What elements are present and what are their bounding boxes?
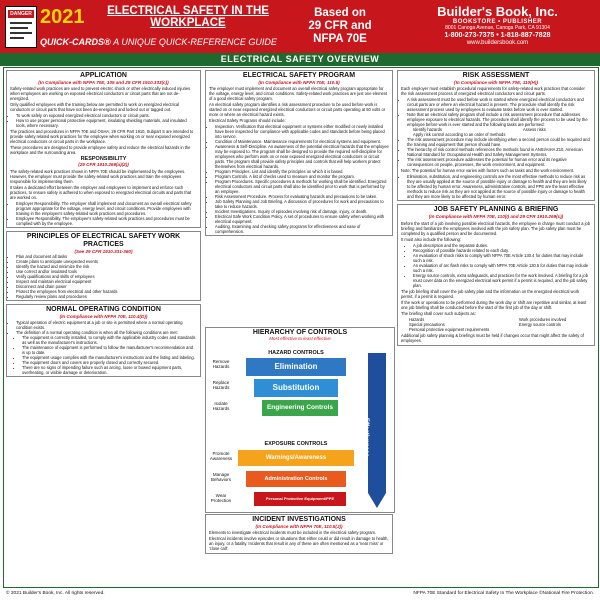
hierarchy-action-label: Isolate Hazards xyxy=(212,401,230,411)
list-item: • Electrical Safe Work Condition Policy. A set of procedures to ensure safety when working with electrical equipment. xyxy=(215,214,389,224)
normal-operating-title: NORMAL OPERATING CONDITION xyxy=(46,306,161,314)
hierarchy-action-label: Remove Hazards xyxy=(212,359,230,369)
list-item: • Verify qualifications and skills of employees xyxy=(16,274,197,279)
list-item: • Disconnect and drain power xyxy=(16,284,197,289)
effectiveness-label: Effectiveness xyxy=(363,418,369,457)
overview-bar: ELECTRICAL SAFETY OVERVIEW xyxy=(0,53,600,66)
list-item: • The maintenance of equipment is performed to follow the manufacturer's recommendation and is up to date. xyxy=(22,345,197,355)
publisher-sub: BOOKSTORE • PUBLISHER xyxy=(452,19,543,25)
publisher-address: 8001 Canoga Avenue, Canoga Park, CA 91304 xyxy=(445,25,550,31)
list-item: • Incident Investigations. Inquiry of episodes involving risk of damage, injury, or death. xyxy=(215,209,389,214)
list-item: • Program Procedures. Specific procedures & methods for working shall be identified. Energized electrical conductors and circuit parts shall also be identified prior to work that is performed by an employee. xyxy=(215,179,389,194)
responsibility-ref: (29 CFR 1910.269(a)(2)) xyxy=(78,162,129,168)
risk-task: Assess risks xyxy=(523,127,546,133)
hierarchy-action-label: Manage Behaviors xyxy=(210,472,231,482)
hierarchy-of-controls xyxy=(205,327,395,513)
hierarchy-level-6: Personal Protective Equipment/PPE xyxy=(254,492,346,506)
hierarchy-action-label: Replace Hazards xyxy=(212,380,230,390)
application-p4: These procedures are designed to provide employee safety and reduce the electrical hazards in the workplace and the surrounding area. xyxy=(10,145,191,156)
briefing-subject: Work procedures involved xyxy=(519,316,567,322)
list-item: • Identify the hazard and minimize the risk xyxy=(16,264,197,269)
hierarchy-level-5: Administration Controls xyxy=(246,471,346,487)
middle-column-bottom xyxy=(205,514,393,584)
left-column xyxy=(6,70,201,584)
tagline: A UNIQUE QUICK-REFERENCE GUIDE xyxy=(113,37,277,47)
product-line xyxy=(40,37,277,47)
copyright: © 2021 Builder's Book, Inc. All rights reserved. xyxy=(6,591,105,596)
list-item: • Employee Responsibility. The employee's safety-related work practices and procedures must be complied with by the employee. xyxy=(16,216,197,226)
job-p5: The briefing shall cover such subjects as: xyxy=(401,310,476,316)
list-item: • Note that an electrical safety program shall include a risk assessment procedure that addresses employee exposure to electrical hazards. The procedure shall identify the process to be used by the employee before work is ever started and the following tasks are performed: xyxy=(407,112,591,127)
job-title: JOB SAFETY PLANNING & BRIEFING xyxy=(433,206,559,214)
card-title: ELECTRICAL SAFETY IN THE WORKPLACE xyxy=(107,5,269,29)
job-p1: Before the start of a job involving possible electrical hazards, the employee in charge must conduct a job briefing and familiarize the employees involved with the job safety plan. The job safety plan must be completed by a qualified person and be documented. xyxy=(401,220,591,236)
principles-section xyxy=(6,231,201,301)
list-item: • Inspect and maintain electrical equipment xyxy=(16,279,197,284)
product-name: QUICK-CARDS® xyxy=(40,37,111,47)
incident-p2: Electrical incidents involve episodes or situations that either could or did result in damage to health, an injury, or a fatality. Incidents that result in any of these are often mentioned as a 'near miss' or 'close call'. xyxy=(209,536,389,552)
briefing-subject: Personal protective equipment requirements xyxy=(409,326,490,332)
briefing-subject: Energy source controls xyxy=(519,321,561,327)
list-item: • How to use proper personal protective equipment, insulating shielding materials, and insulated tools, where necessary. xyxy=(16,118,197,128)
danger-label: DANGER xyxy=(8,10,34,18)
list-item: • Inspection. Verification that electrical equipment or systems either modified or newly installed have been inspected for compliance with applicable codes and standards before being placed into service. xyxy=(215,124,389,139)
application-section xyxy=(6,70,201,228)
based-on-block xyxy=(290,7,390,46)
list-item: • A job description and the separate duties. xyxy=(413,243,591,248)
application-p2: Only qualified employees with the training below are permitted to work on energized electrical conductors or circuit parts that have not been de-energized and locked out or tagged out. xyxy=(10,102,180,113)
list-item: • The risk assessment procedure addresses the potential for human error and its negative consequences on people, processes, the work environment, and equipment. xyxy=(407,157,591,167)
based-on-line-2: 29 CFR and xyxy=(308,20,372,32)
list-item: • Typical operation of electric equipment at a job or site is permitted where a normal operating condition exists. xyxy=(16,320,197,330)
publisher-website[interactable]: www.buildersbook.com xyxy=(466,40,529,46)
hierarchy-level-1: Elimination xyxy=(246,358,346,376)
publisher-block xyxy=(400,4,595,46)
responsibility-title: RESPONSIBILITY xyxy=(80,156,127,163)
list-item: • Plan and document all tasks xyxy=(16,254,197,259)
hierarchy-level-4: Warnings/Awareness xyxy=(238,450,354,466)
list-item: • An evaluation of shock risks to comply with NFPA 70E Article 130.4 for duties that may include such a risk. xyxy=(413,253,591,263)
job-p3: The job briefing shall cover the job safety plan and the information on the energized electrical work permit, if a permit is required. xyxy=(401,288,580,299)
hazard-controls-label: HAZARD CONTROLS xyxy=(268,350,324,356)
based-on-line-3: NFPA 70E xyxy=(313,33,367,45)
based-on-line-1: Based on xyxy=(314,7,366,19)
job-safety-section xyxy=(397,204,595,345)
risk-title: RISK ASSESSMENT xyxy=(462,72,530,79)
list-item: • The equipment is correctly installed, to comply with the applicable industry codes and standards as well as the manufacturer's instructions. xyxy=(22,335,197,345)
list-item: • A risk assessment must be used before work is started where energized electrical conductors and circuit parts are or where an electrical hazard is present. The procedure shall identify the risk assessment process used by employees to evaluate tasks before work is ever started. xyxy=(407,97,591,112)
list-item: • Employer Responsibility. The employer shall implement and document an overall electrical safety program appropriate for the voltage, energy level, and circuit conditions. Provide employees with training in the employee's safety-related work practices and procedures. xyxy=(16,201,197,216)
list-item: • Regularly review plans and procedures xyxy=(16,294,197,299)
program-p2: An electrical safety program identifies a risk assessment procedure to be used before work is started on or near exposed energized electrical conductors or circuit parts operating at 50 volts or more or where an electrical hazard exists. xyxy=(209,102,386,118)
risk-task-list xyxy=(401,127,591,137)
list-item: • Program Principles. List and identify the principles on which it is based. xyxy=(215,169,389,174)
middle-column-top xyxy=(205,70,393,325)
footer-credit: NFPA 70E Standard for Electrical Safety In The Workplace ©National Fire Protection. xyxy=(413,591,594,596)
list-item: • Recognition of possible hazards related to each duty. xyxy=(413,248,591,253)
job-p4: If the work or operations to be performed during the work day or shift are repetitive and similar, at least one job briefing shall be conducted before the start of the first job of the day or shift. xyxy=(401,299,587,310)
list-item: • There are no signs of impending failure such as arcing, loose or bowed equipment parts, overheating, or visible damage or deterioration. xyxy=(22,365,197,375)
hierarchy-action-label: Promote Awareness xyxy=(209,451,233,461)
header-bar xyxy=(0,0,600,53)
briefing-subjects xyxy=(401,317,591,332)
program-p3: Electrical Safety Programs should include: xyxy=(209,118,286,124)
list-item: • The risk assessment procedure may include identifying when a second person could be required and the training and equipment that person should have. xyxy=(407,137,591,147)
list-item: • Program Controls. A list of checks used to measure and monitor the program. xyxy=(215,174,389,179)
list-item: • Risk Assessment Procedure. Process for evaluating hazards and precautions to be taken. xyxy=(215,194,389,199)
list-item: • The equipment doors and covers are properly closed and correctly secured. xyxy=(22,360,197,365)
job-p6: Additional job safety planning & briefings must be held if changes occur that might affect the safety of employees. xyxy=(401,332,584,343)
risk-task: Apply risk control according to an order of methods xyxy=(413,132,506,138)
list-item: • Use correct and/or insulated tools xyxy=(16,269,197,274)
hierarchy-action-label: Wear Protection xyxy=(210,493,232,503)
application-p1: Safety-related work practices are used to prevent electric shock or other electrically induced injuries when employees are working on exposed electrical conductors or circuit parts that are not de-energized. xyxy=(10,86,191,102)
list-item: • Protect the employees from electrical and other hazards xyxy=(16,289,197,294)
risk-assessment-section xyxy=(397,70,595,201)
application-ref: (In Compliance with NFPA 70E, 105 and 29 CFR 1910.333(c)) xyxy=(38,80,169,85)
briefing-subject: Hazards xyxy=(409,316,425,322)
list-item: • The equipment usage complies with the manufacturer's instructions and the listing and labeling. xyxy=(22,355,197,360)
risk-task: Identify hazards xyxy=(413,127,442,133)
edition-year: 2021 xyxy=(40,6,85,28)
hierarchy-subtitle: Most effective to least effective xyxy=(269,336,331,341)
program-p1: The employer must implement and document an overall electrical safety program appropriate for the voltage, energy level, and circuit conditions. Safety-related work practices are just one element of a good electrical safety program. xyxy=(209,86,388,102)
exposure-controls-label: EXPOSURE CONTROLS xyxy=(264,441,328,447)
job-p2: It must also include the following: xyxy=(401,236,462,242)
list-item: • The hierarchy of risk control methods references the methods found in ANSI/AIHA Z10, American National Standard for Occupational Health and Safety Management Systems. xyxy=(407,147,591,157)
list-item: • To work safely on exposed energized electrical conductors or circuit parts. xyxy=(16,113,197,118)
principles-ref: (See 29 CFR 1910.331-360) xyxy=(74,248,133,254)
list-item: • Awareness & Self-Discipline. An awareness of the potential electrical hazards that the employee may be exposed to. The program shall be designed to provide the required self-discipline for employees who perform work on or near exposed energized electrical conductors or circuit parts. The program shall provide safety principles and controls that will help workers protect themselves from electrical hazards. xyxy=(215,144,389,169)
safety-program-title: ELECTRICAL SAFETY PROGRAM xyxy=(242,72,356,79)
right-column xyxy=(397,70,595,584)
application-p3: The practices and procedures in NFPA 70E and OSHA, 29 CFR Part 1910, Subpart S are intended to provide safety related work practices for the employee when working on or near exposed energized electrical conductors or circuit parts in the workplace. xyxy=(10,129,194,145)
list-item: • An evaluation of arc flash risks to comply with NFPA 70E Article 130.5 for duties that may include such a risk. xyxy=(413,263,591,273)
responsibility-p1: The safety-related work practices shown in NFPA 70E should be implemented by the employees. However, the employer must provide the safety-related work practices and train the employees responsible for implementing them. xyxy=(10,168,186,184)
hierarchy-level-3: Engineering Controls xyxy=(262,400,338,416)
list-item: • Job Safety Planning and Job Briefing. A discussion of procedures for work and precautions to take to reduce hazards. xyxy=(215,199,389,209)
safety-program-ref: (In Compliance with NFPA 70E, 110.5) xyxy=(258,80,340,85)
risk-note: Note: The potential for human error varies with factors such as tasks and the work environment. xyxy=(401,168,575,174)
danger-sign-logo xyxy=(5,6,37,48)
job-ref: (In Compliance with NFPA 70E, 110(I) and 29 CFR 1910.269(c)) xyxy=(428,214,564,220)
list-item: • The definition of a normal operating condition is when all the following conditions are met: xyxy=(16,330,197,335)
normal-operating-section xyxy=(6,304,201,376)
incident-ref: (In Compliance with NFPA 70E, 110.5(J)) xyxy=(255,524,343,529)
incident-p1: Elements to investigate electrical incidents must be included in the electrical safety program. xyxy=(209,530,377,536)
list-item: • Auditing. Examining and checking safety programs for effectiveness and ease of comprehension. xyxy=(215,224,389,234)
hierarchy-level-2: Substitution xyxy=(254,379,338,397)
list-item: • Condition of Maintenance. Maintenance requirements for electrical systems and equipment. xyxy=(215,139,389,144)
responsibility-p2: It takes a dedicated effort between the employer and employees to implement and enforce such practices, to ensure safety is adhered to when exposed to energized electrical circuits and parts that are worked on. xyxy=(10,184,192,200)
footer xyxy=(0,587,600,600)
normal-operating-ref: (In Compliance with NFPA 70E, 110.4(D)) xyxy=(59,314,148,320)
briefing-subject: Special precautions xyxy=(409,321,445,327)
risk-p1: Each employer must establish procedural requirements for safety-related work practices that consider the risk assessment process of energized electrical conductors and circuit parts. xyxy=(401,86,585,97)
list-item: • Energy source controls, extra safeguards, and practices for the work involved. A briefing for a job must cover data on the energized electrical work permit if a permit is required, and the job safety plan. xyxy=(413,273,591,288)
principles-title: PRINCIPLES OF ELECTRICAL SAFETY WORK PRACTICES xyxy=(26,232,181,248)
list-item: • Create plans to anticipate unexpected events xyxy=(16,259,197,264)
application-title: APPLICATION xyxy=(80,72,127,79)
safety-program-section xyxy=(205,70,393,236)
incident-section xyxy=(205,514,393,554)
publisher-phones: 1-800-273-7375 • 1-818-887-7828 xyxy=(444,32,551,39)
publisher-name: Builder's Book, Inc. xyxy=(437,4,558,19)
list-item: • Elimination, substitution, and engineering controls are the most effective methods to reduce risk as they are usually applied at the source of possible injury or damage to health and they are less likely to be affected by human error. Awareness, administrative controls, and PPE are the least effective methods to reduce risk as they are not applied at the source of possible injury or damage to health and they are more likely to be affected by human error. xyxy=(407,174,591,199)
risk-ref: (In Compliance with NFPA 70E, 110(H)) xyxy=(454,80,538,85)
hierarchy-title: HIERARCHY OF CONTROLS xyxy=(252,329,348,336)
incident-title: INCIDENT INVESTIGATIONS xyxy=(252,516,346,523)
